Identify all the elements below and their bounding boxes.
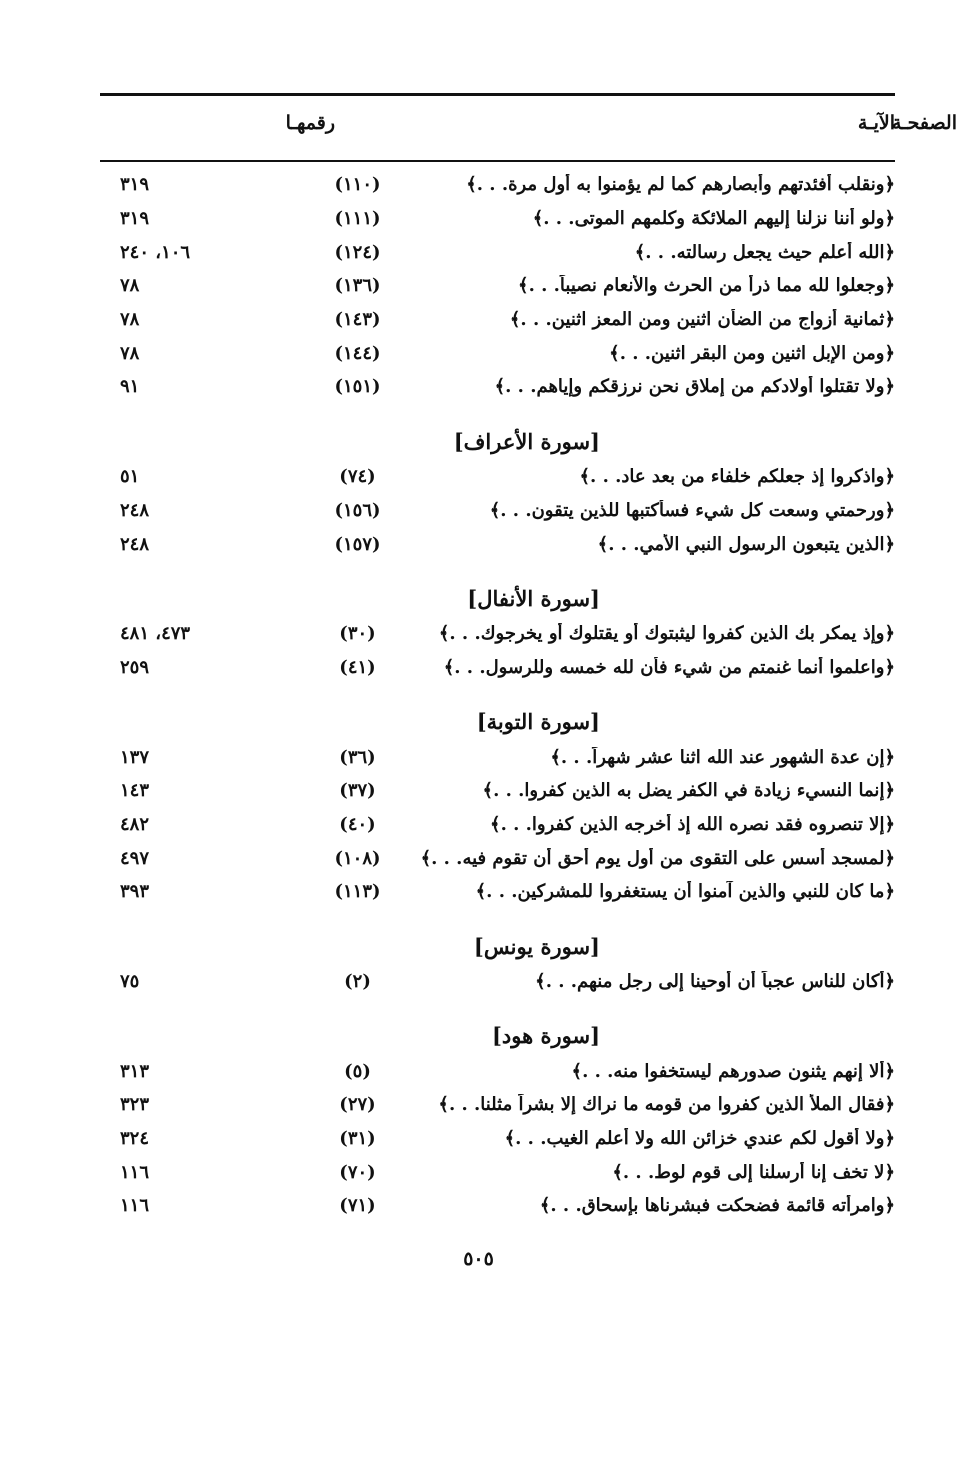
verse-number: (١٤٣) (334, 309, 381, 331)
verse-text: ﴿وإذ يمكر بك الذين كفروا ليثبتوك أو يقتلوك أو يخرجوك. . .﴾ (438, 623, 895, 645)
index-row (100, 841, 895, 875)
page-reference: ٣١٩ (120, 208, 150, 230)
page-number: ٥٠٥ (463, 1248, 494, 1270)
index-row (100, 202, 895, 236)
verse-number: (١٣٦) (334, 275, 381, 297)
verse-number: (٥) (344, 1060, 371, 1082)
surah-heading (100, 909, 895, 965)
page-reference: ١٠٦، ٢٤٠ (120, 241, 191, 263)
surah-heading (100, 684, 895, 740)
verse-text: ﴿واذكروا إذ جعلكم خلفاء من بعد عاد. . .﴾ (579, 466, 895, 488)
page-reference: ٣٢٤ (120, 1128, 150, 1150)
surah-heading (100, 561, 895, 617)
page-reference: ٥١ (120, 466, 140, 488)
page-reference: ٢٥٩ (120, 656, 150, 678)
index-row (100, 875, 895, 909)
verse-number: (١٢٤) (334, 241, 381, 263)
top-rule (100, 93, 895, 96)
header-page: الصفحـة (891, 112, 957, 134)
page-reference: ٢٤٨ (120, 499, 150, 521)
verse-text: ﴿إلا تنصروه فقد نصره الله إذ أخرجه الذين كفروا. . .﴾ (490, 813, 895, 835)
index-row (100, 965, 895, 999)
page-reference: ١١٦ (120, 1195, 150, 1217)
verse-text: ﴿ورحمتي وسعت كل شيء فسأكتبها للذين يتقون. . .﴾ (489, 499, 895, 521)
page-reference: ٢٤٨ (120, 533, 150, 555)
page-reference: ١١٦ (120, 1161, 150, 1183)
index-row (100, 651, 895, 685)
index-row (100, 269, 895, 303)
index-row (100, 303, 895, 337)
verse-index-table (100, 168, 895, 1223)
verse-number: (٣٦) (339, 746, 376, 768)
index-row (100, 1054, 895, 1088)
verse-number: (٧١) (339, 1195, 376, 1217)
page-reference: ٩١ (120, 376, 140, 398)
index-row (100, 235, 895, 269)
verse-number: (٣٧) (339, 780, 376, 802)
surah-heading (100, 998, 895, 1054)
verse-text: ﴿ولا تقتلوا أولادكم من إملاق نحن نرزقكم وإياهم. . .﴾ (494, 376, 895, 398)
verse-text: ﴿ما كان للنبي والذين آمنوا أن يستغفروا للمشركين. . .﴾ (475, 881, 895, 903)
verse-text: ﴿ونقلب أفئدتهم وأبصارهم كما لم يؤمنوا به أول مرة. . .﴾ (466, 174, 895, 196)
verse-number: (٢) (344, 971, 371, 993)
page-reference: ٣١٣ (120, 1060, 150, 1082)
surah-title: [سورة الأنفال] (467, 585, 600, 611)
verse-number: (٤٠) (339, 813, 376, 835)
index-row (100, 1189, 895, 1223)
header-rule (100, 160, 895, 162)
page-reference: ٧٨ (120, 309, 140, 331)
index-row (100, 740, 895, 774)
index-row (100, 774, 895, 808)
verse-number: (١٥٧) (334, 533, 381, 555)
verse-text: ﴿لا تخف إنا أرسلنا إلى قوم لوط. . .﴾ (612, 1161, 895, 1183)
verse-text: ﴿الله أعلم حيث يجعل رسالته. . .﴾ (634, 241, 895, 263)
index-row (100, 1122, 895, 1156)
index-row (100, 370, 895, 404)
header-number: رقمهـا (285, 112, 335, 134)
index-row (100, 336, 895, 370)
verse-text: ﴿أكان للناس عجباً أن أوحينا إلى رجل منهم. . .﴾ (535, 971, 895, 993)
verse-text: ﴿وجعلوا لله مما ذرأ من الحرث والأنعام نصيباً. . .﴾ (518, 275, 895, 297)
surah-title: [سورة يونس] (473, 933, 600, 959)
verse-number: (١٥٦) (334, 499, 381, 521)
verse-text: ﴿ومن الإبل اثنين ومن البقر اثنين. . .﴾ (609, 342, 895, 364)
index-row (100, 168, 895, 202)
page-reference: ٤٨٢ (120, 813, 150, 835)
page-reference: ١٤٣ (120, 780, 150, 802)
verse-text: ﴿إن عدة الشهور عند الله اثنا عشر شهراً. . .﴾ (550, 746, 895, 768)
verse-text: ﴿وامرأته قائمة فضحكت فبشرناها بإسحاق. . .﴾ (539, 1195, 895, 1217)
verse-text: ﴿واعلموا أنما غنمتم من شيء فأن لله خمسه وللرسول. . .﴾ (443, 656, 895, 678)
page-reference: ٧٨ (120, 342, 140, 364)
verse-number: (٣١) (339, 1128, 376, 1150)
page-reference: ٣٩٣ (120, 881, 150, 903)
verse-text: ﴿الذين يتبعون الرسول النبي الأمي. . .﴾ (597, 533, 895, 555)
verse-number: (١١١) (334, 208, 381, 230)
page-reference: ٧٨ (120, 275, 140, 297)
verse-number: (١٠٨) (334, 847, 381, 869)
page-reference: ٤٩٧ (120, 847, 150, 869)
index-row (100, 617, 895, 651)
verse-text: ﴿ولا أقول لكم عندي خزائن الله ولا أعلم الغيب. . .﴾ (504, 1128, 895, 1150)
verse-text: ﴿إنما النسيء زيادة في الكفر يضل به الذين كفروا. . .﴾ (482, 780, 895, 802)
verse-number: (١٥١) (334, 376, 381, 398)
verse-number: (١١٠) (334, 174, 381, 196)
index-row (100, 527, 895, 561)
surah-title: [سورة الأعراف] (453, 428, 600, 454)
index-row (100, 494, 895, 528)
surah-heading (100, 404, 895, 460)
page-reference: ٣٢٣ (120, 1094, 150, 1116)
surah-title: [سورة هود] (491, 1023, 600, 1049)
verse-text: ﴿لمسجد أسس على التقوى من أول يوم أحق أن تقوم فيه. . .﴾ (420, 847, 895, 869)
verse-text: ﴿ولو أننا نزلنا إليهم الملائكة وكلمهم الموتى. . .﴾ (532, 208, 895, 230)
page-reference: ٣١٩ (120, 174, 150, 196)
index-row (100, 1155, 895, 1189)
index-row (100, 1088, 895, 1122)
verse-number: (١٤٤) (334, 342, 381, 364)
surah-title: [سورة التوبة] (476, 709, 600, 735)
index-row (100, 808, 895, 842)
page-reference: ٤٧٣، ٤٨١ (120, 623, 191, 645)
verse-number: (٧٤) (339, 466, 376, 488)
verse-number: (٤١) (339, 656, 376, 678)
verse-number: (١١٣) (334, 881, 381, 903)
page-reference: ٧٥ (120, 971, 140, 993)
verse-number: (٢٧) (339, 1094, 376, 1116)
header-verse: الآيـة (857, 112, 895, 134)
verse-text: ﴿فقال الملأ الذين كفروا من قومه ما نراك إلا بشراً مثلنا. . .﴾ (438, 1094, 895, 1116)
verse-number: (٣٠) (339, 623, 376, 645)
verse-number: (٧٠) (339, 1161, 376, 1183)
verse-text: ﴿ألا إنهم يثنون صدورهم ليستخفوا منه. . .﴾ (571, 1060, 895, 1082)
verse-text: ﴿ثمانية أزواج من الضأن اثنين ومن المعز اثنين. . .﴾ (509, 309, 895, 331)
page-reference: ١٣٧ (120, 746, 150, 768)
index-row (100, 460, 895, 494)
